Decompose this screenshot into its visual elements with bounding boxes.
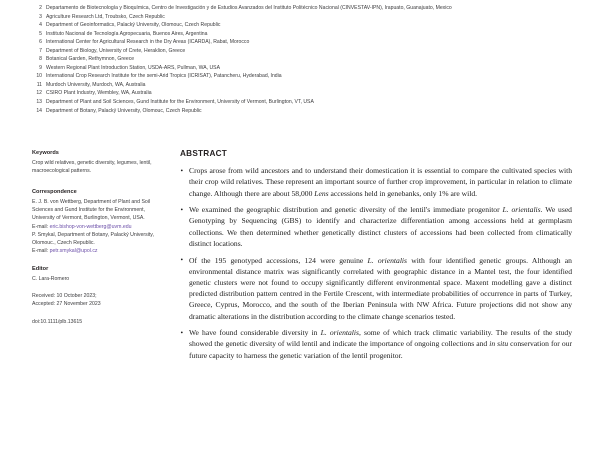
- email-label-2: E-mail:: [32, 248, 50, 255]
- affiliation-number: 6: [39, 39, 42, 46]
- correspondence-email-line-2: [32, 247, 166, 255]
- accepted-date: Accepted: 27 November 2023: [32, 301, 101, 308]
- affiliation-number: 5: [39, 30, 42, 37]
- affiliation-text: Instituto Nacional de Tecnología Agropecuaria, Buenos Aires, Argentina: [46, 30, 208, 37]
- correspondence-author-1: E. J. B. von Wettberg, Department of Plant and Soil Sciences and Gund Institute for the Environment, University of Vermont, Burlington, Vermont, USA.: [32, 198, 151, 222]
- keywords-heading: Keywords: [32, 150, 59, 157]
- affiliation-item: [32, 13, 572, 22]
- doi-block: [32, 318, 166, 326]
- dates-block: [32, 292, 166, 309]
- abstract-bullet: • Of the 195 genotyped accessions, 124 were genuine L. orientalis with four identified genetic groups. Although an environmental distance matrix was significantly correlated with geographic distance in a Mantel test, the four identified genetic clusters were not found to occupy significantly different environmental space. Maxent modelling gave a distinct predicted distribution pattern centred in the Fertile Crescent, with intermediate probabilities of occurrence in parts of Turkey, Greece, Cyprus, Morocco, and the south of the Iberian Peninsula with NW Africa. Future projections did not show any dramatic alterations in the distribution according to the climate change scenarios tested.: [180, 255, 572, 322]
- affiliation-number: 4: [39, 22, 42, 29]
- affiliation-item: [32, 89, 572, 98]
- metadata-column: [32, 149, 180, 366]
- abstract-column: [180, 149, 572, 366]
- abstract-bullet: • We have found considerable diversity in L. orientalis, some of which track climatic variability. The results of the study showed the genetic diversity of wild lentil and indicate the importance of ongoing collections and in situ conservation for our future capacity to harness the genetic variation of the lentil progenitor.: [180, 327, 572, 361]
- affiliations-list: [32, 4, 572, 115]
- affiliation-item: [32, 55, 572, 64]
- affiliation-number: 13: [36, 99, 42, 106]
- affiliation-text: Department of Geoinformatics, Palacký University, Olomouc, Czech Republic: [46, 22, 221, 29]
- editor-name: C. Lara-Romero: [32, 275, 70, 282]
- affiliation-number: 10: [36, 73, 42, 80]
- correspondence-author-2: P. Smykal, Department of Botany, Palacký University, Olomouc., Czech Republic.: [32, 231, 154, 247]
- affiliation-text: Murdoch University, Murdoch, WA, Australia: [46, 81, 146, 88]
- received-date: Received: 10 October 2023;: [32, 293, 97, 300]
- affiliation-text: Agriculture Research Ltd, Troubsko, Czech Republic: [46, 13, 165, 20]
- affiliation-text: CSIRO Plant Industry, Wembley, WA, Australia: [46, 90, 152, 97]
- affiliation-number: 3: [39, 13, 42, 20]
- affiliation-text: International Crop Research Institute for the semi-Arid Tropics (ICRISAT), Patancheru, Hyderabad, India: [46, 73, 282, 80]
- correspondence-heading: Correspondence: [32, 188, 77, 195]
- affiliation-item: [32, 47, 572, 56]
- doi-text: doi:10.1111/plb.13615: [32, 318, 83, 325]
- email-link-2[interactable]: petr.smykal@upol.cz: [49, 248, 98, 255]
- affiliation-number: 9: [39, 64, 42, 71]
- affiliation-number: 2: [39, 5, 42, 11]
- keywords-block: [32, 149, 166, 176]
- correspondence-email-line-1: [32, 223, 166, 231]
- email-link-1[interactable]: eric.bishop-von-wettberg@uvm.edu: [49, 223, 132, 230]
- affiliation-item: [32, 21, 572, 30]
- correspondence-block: [32, 188, 166, 256]
- affiliation-text: Department of Biology, University of Crete, Heraklion, Greece: [46, 47, 186, 54]
- abstract-bullet: • We examined the geographic distribution and genetic diversity of the lentil's immediate progenitor L. orientalis. We used Genotyping by Sequencing (GBS) to identify and characterize differentiation among accessions held at germplasm collections. We then determined whether genetically distinct clusters of accessions had been collected from climatically distinct locations.: [180, 204, 572, 249]
- affiliation-text: Department of Botany, Palacký University, Olomouc, Czech Republic: [46, 107, 202, 114]
- affiliation-number: 14: [36, 107, 42, 114]
- affiliation-text: Botanical Garden, Rethymnon, Greece: [46, 56, 135, 63]
- affiliation-item: [32, 81, 572, 90]
- affiliation-item: [32, 107, 572, 116]
- body-columns: [32, 149, 572, 366]
- abstract-bullet-list: [180, 165, 572, 361]
- email-label-1: E-mail:: [32, 223, 50, 230]
- affiliation-item: [32, 64, 572, 73]
- keywords-text: Crop wild relatives, genetic diversity, legumes, lentil, macroecological patterns.: [32, 160, 152, 175]
- affiliation-item: [32, 30, 572, 39]
- abstract-heading: ABSTRACT: [180, 149, 228, 159]
- affiliation-number: 7: [39, 47, 42, 54]
- affiliation-number: 12: [36, 90, 42, 97]
- affiliation-item: [32, 4, 572, 13]
- affiliation-text: International Center for Agricultural Research in the Dry Areas (ICARDA), Rabat, Morocco: [46, 39, 250, 46]
- affiliation-item: [32, 38, 572, 47]
- editor-heading: Editor: [32, 265, 49, 272]
- affiliation-item: [32, 98, 572, 107]
- affiliation-number: 8: [39, 56, 42, 63]
- affiliation-text: Department of Plant and Soil Sciences, Gund Institute for the Environment, University of Vermont, Burlington, VT, USA: [46, 99, 314, 106]
- editor-block: [32, 265, 166, 283]
- affiliation-item: [32, 72, 572, 81]
- affiliation-text: Departamento de Biotecnología y Bioquímica, Centro de Investigación y de Estudios Avanzados del Instituto Politécnico Nacional (CINVESTAV-IPN), Irapuato, Guanajuato, Mexico: [46, 5, 452, 11]
- abstract-bullet: • Crops arose from wild ancestors and to understand their domestication it is essential to compare the cultivated species with their crop wild relatives. These represent an important source of further crop improvement, in particular in relation to climate change. Although there are about 58,000 Lens accessions held in genebanks, only 1% are wild.: [180, 165, 572, 199]
- affiliation-text: Western Regional Plant Introduction Station, USDA-ARS, Pullman, WA, USA: [46, 64, 220, 71]
- affiliation-number: 11: [36, 81, 42, 88]
